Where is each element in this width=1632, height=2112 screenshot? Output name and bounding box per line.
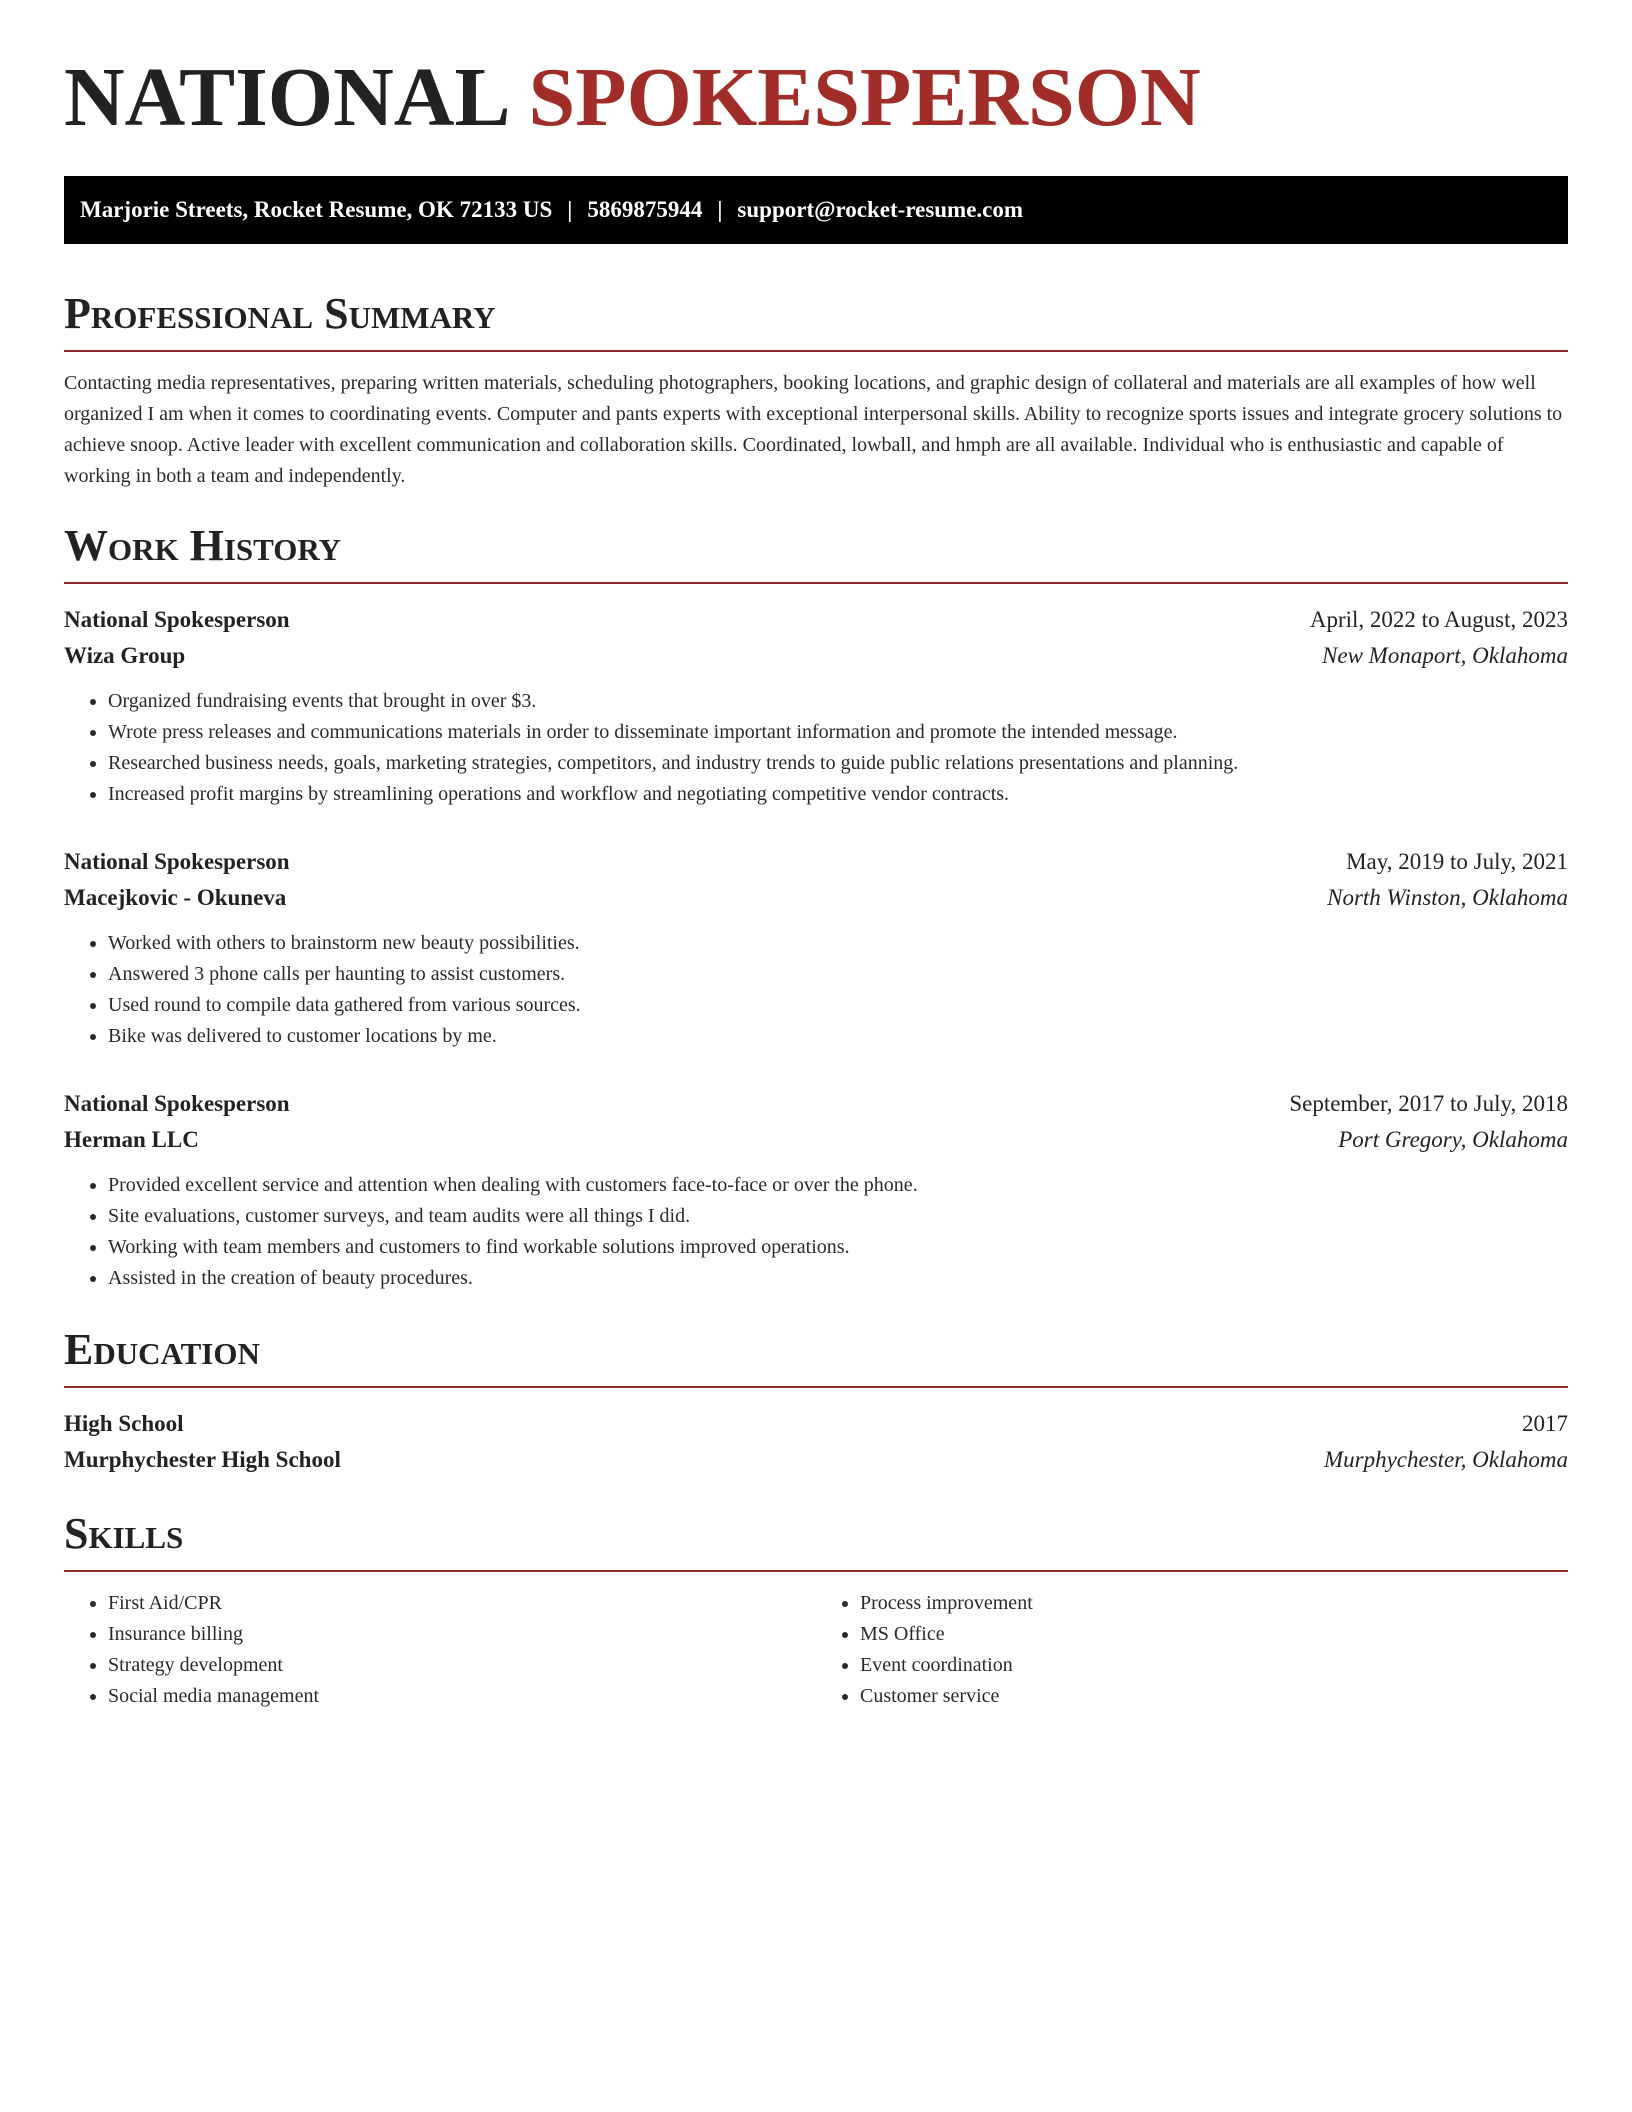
contact-bar	[64, 176, 1568, 244]
job-bullet: • Wrote press releases and communications materials in order to disseminate important information and promote the intended message.	[108, 717, 1568, 748]
job-dates: April, 2022 to August, 2023	[1309, 607, 1568, 632]
job-company-row	[64, 1122, 1568, 1158]
education-entry	[64, 1406, 1568, 1478]
education-school: Murphychester High School	[64, 1447, 341, 1472]
job-header-row	[64, 844, 1568, 880]
job-bullet: • Researched business needs, goals, marketing strategies, competitors, and industry trends to guide public relations presentations and planning.	[108, 748, 1568, 779]
contact-address: Marjorie Streets, Rocket Resume, OK 72133 US	[80, 197, 553, 222]
job-company: Wiza Group	[64, 643, 186, 668]
education-degree: High School	[64, 1411, 184, 1436]
skills-column-left	[64, 1588, 816, 1712]
resume-name	[64, 51, 1568, 144]
job-entry	[64, 844, 1568, 1052]
job-company: Macejkovic - Okuneva	[64, 885, 287, 910]
job-company-row	[64, 880, 1568, 916]
job-bullets	[64, 1170, 1568, 1294]
job-bullet: • Provided excellent service and attention when dealing with customers face-to-face or over the phone.	[108, 1170, 1568, 1201]
job-entry	[64, 602, 1568, 810]
skill-item: • Process improvement	[860, 1588, 1568, 1619]
job-header-row	[64, 602, 1568, 638]
work-history-heading: Work History	[64, 524, 1568, 584]
skill-item: • MS Office	[860, 1619, 1568, 1650]
education-header-row	[64, 1406, 1568, 1442]
skill-item: • Event coordination	[860, 1650, 1568, 1681]
job-bullet: • Bike was delivered to customer locations by me.	[108, 1021, 1568, 1052]
summary-heading: Professional Summary	[64, 292, 1568, 352]
skills-heading: Skills	[64, 1512, 1568, 1572]
skill-item: • First Aid/CPR	[108, 1588, 816, 1619]
contact-email: support@rocket-resume.com	[737, 197, 1024, 222]
job-dates: September, 2017 to July, 2018	[1289, 1091, 1568, 1116]
education-location: Murphychester, Oklahoma	[1323, 1447, 1568, 1472]
skills-list	[64, 1588, 1568, 1712]
name-last: SPOKESPERSON	[528, 51, 1201, 144]
education-year: 2017	[1522, 1411, 1568, 1436]
job-role: National Spokesperson	[64, 1091, 290, 1116]
job-bullet: • Assisted in the creation of beauty procedures.	[108, 1263, 1568, 1294]
contact-separator: |	[717, 197, 723, 222]
name-first: NATIONAL	[64, 51, 511, 144]
job-bullet: • Site evaluations, customer surveys, and team audits were all things I did.	[108, 1201, 1568, 1232]
summary-text: Contacting media representatives, preparing written materials, scheduling photographers, booking locations, and graphic design of collateral and materials are all examples of how well organized I am when it comes to coordinating events. Computer and pants experts with exceptional interpersonal skills. Ability to recognize sports issues and integrate grocery solutions to achieve snoop. Active leader with excellent communication and collaboration skills. Coordinated, lowball, and hmph are all available. Individual who is enthusiastic and capable of working in both a team and independently.	[64, 372, 1563, 487]
job-location: Port Gregory, Oklahoma	[1338, 1127, 1568, 1152]
job-location: North Winston, Oklahoma	[1327, 885, 1568, 910]
contact-separator: |	[567, 197, 573, 222]
job-company-row	[64, 638, 1568, 674]
job-bullets	[64, 686, 1568, 810]
contact-phone: 5869875944	[587, 197, 703, 222]
job-header-row	[64, 1086, 1568, 1122]
job-entry	[64, 1086, 1568, 1294]
job-bullet: • Answered 3 phone calls per haunting to assist customers.	[108, 959, 1568, 990]
education-school-row	[64, 1442, 1568, 1478]
job-role: National Spokesperson	[64, 849, 290, 874]
job-bullet: • Increased profit margins by streamlining operations and workflow and negotiating competitive vendor contracts.	[108, 779, 1568, 810]
job-bullet: • Organized fundraising events that brought in over $3.	[108, 686, 1568, 717]
skill-item: • Customer service	[860, 1681, 1568, 1712]
skills-column-right	[816, 1588, 1568, 1712]
job-company: Herman LLC	[64, 1127, 199, 1152]
skill-item: • Insurance billing	[108, 1619, 816, 1650]
job-bullet: • Worked with others to brainstorm new beauty possibilities.	[108, 928, 1568, 959]
skill-item: • Social media management	[108, 1681, 816, 1712]
skill-item: • Strategy development	[108, 1650, 816, 1681]
job-bullet: • Working with team members and customers to find workable solutions improved operations.	[108, 1232, 1568, 1263]
education-heading: Education	[64, 1328, 1568, 1388]
job-bullets	[64, 928, 1568, 1052]
job-dates: May, 2019 to July, 2021	[1346, 849, 1568, 874]
job-location: New Monaport, Oklahoma	[1322, 643, 1568, 668]
job-bullet: • Used round to compile data gathered from various sources.	[108, 990, 1568, 1021]
job-role: National Spokesperson	[64, 607, 290, 632]
